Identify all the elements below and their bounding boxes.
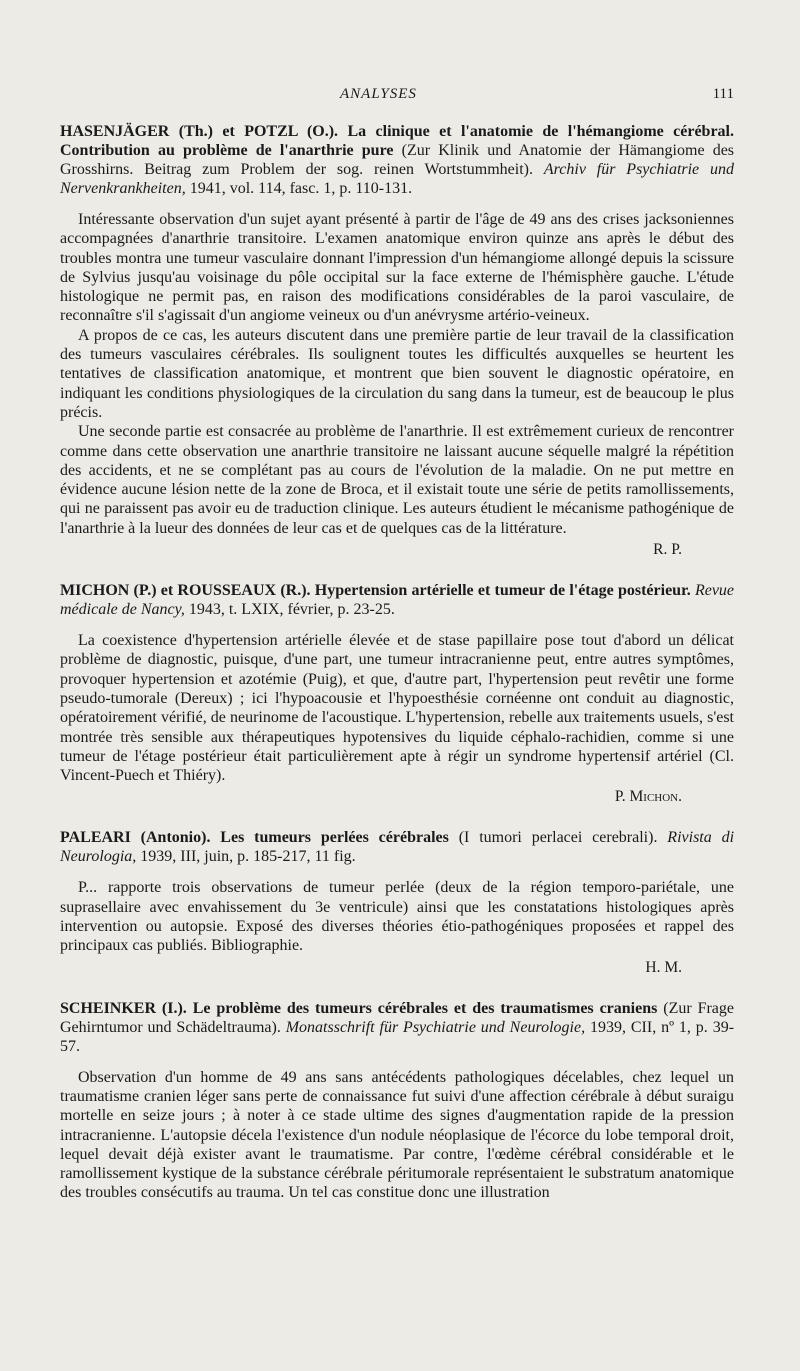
entry-reference: 1941, vol. 114, fasc. 1, p. 110-131. <box>189 180 413 197</box>
review-entry <box>60 122 734 559</box>
entry-authors: SCHEINKER (I.). <box>60 999 187 1017</box>
entry-authors: MICHON (P.) et ROUSSEAUX (R.). <box>60 582 311 600</box>
entry-title: Les tumeurs perlées cérébrales <box>220 829 449 847</box>
review-entry <box>60 581 734 806</box>
entry-title: Hypertension artérielle et tumeur de l'étage postérieur. <box>314 582 691 600</box>
paragraph: La coexistence d'hypertension artérielle élevée et de stase papillaire pose tout d'abord un délicat problème de diagnostic, puisque, d'une part, une tumeur intracranienne peut, entre autres symptômes, provoquer hypertension et azotémie (Puig), et que, d'autre part, l'hypertension peut revêtir une forme pseudo-tumorale (Dereux) ; ici l'hypoacousie et l'hypoesthésie cornéenne ont conduit au diagnostic, opératoirement vérifié, de neurinome de l'acoustique. L'hypertension, rebelle aux traitements usuels, s'est montrée très sensible aux thérapeutiques hypotensives du liquide céphalo-rachidien, comme si une tumeur de l'étage postérieur était particulièrement apte à régir un syndrome hypertensif artériel (Cl. Vincent-Puech et Thiéry). <box>60 632 734 785</box>
entry-reference: 1939, CII, nº 1, p. 39-57. <box>60 1018 735 1055</box>
entry-subtitle: (Zur Frage Gehirntumor und Schädeltrauma). <box>60 999 735 1036</box>
entry-citation <box>60 828 734 866</box>
entry-signature: H. M. <box>645 958 682 976</box>
entry-body <box>60 631 734 785</box>
paragraph: P... rapporte trois observations de tumeur perlée (deux de la région temporo-pariétale, une suprasellaire avec envahissement du 3e ventricule) ainsi que les constatations histologiques après intervention ou autopsie. Exposé des diverses théories étio-pathogéniques proposées et rappel des principaux cas publiés. Bibliographie. <box>60 879 734 955</box>
entry-signature: R. P. <box>653 541 682 559</box>
entry-title: Le problème des tumeurs cérébrales et des traumatismes craniens <box>192 999 658 1017</box>
entry-body <box>60 878 734 955</box>
entry-citation <box>60 999 734 1056</box>
entry-signature: P. Michon. <box>614 788 682 806</box>
paragraph: A propos de ce cas, les auteurs discutent dans une première partie de leur travail de la classification des tumeurs vasculaires cérébrales. Ils soulignent toutes les difficultés auxquelles se heurtent les tentatives de classification anatomique, et montrent que bien souvent le diagnostic opératoire, en indiquant les conditions physiologiques de la circulation du sang dans la tumeur, est de beaucoup le plus précis. <box>60 326 734 421</box>
entry-authors: PALEARI (Antonio). <box>60 829 211 847</box>
entry-authors: HASENJÄGER (Th.) et POTZL (O.). <box>60 123 339 140</box>
paragraph: Une seconde partie est consacrée au problème de l'anarthrie. Il est extrêmement curieux de rencontrer comme dans cette observation une anarthrie transitoire ne laissant aucune séquelle malgré la répétition des accidents, et ne se complétant pas au cours de l'évolution de la maladie. On ne put mettre en évidence aucune lésion nette de la zone de Broca, et il existait toute une série de petits ramollissements, qui ne paraissent pas avoir eu de traduction clinique. Les auteurs étudient le mécanisme pathogénique de l'anarthrie à la lueur des données de leur cas et de quelques cas de la littérature. <box>60 423 734 537</box>
entry-body <box>60 210 734 538</box>
entry-journal: Monatsschrift für Psychiatrie und Neurologie, <box>285 1018 586 1036</box>
entry-title: La clinique et l'anatomie de l'hémangiome cérébral. Contribution au problème de l'anarthrie pure <box>60 123 735 159</box>
paragraph: Intéressante observation d'un sujet ayant présenté à partir de l'âge de 49 ans des crises jacksoniennes accompagnées d'anarthrie transitoire. L'examen anatomique environ quinze ans après le début des troubles montra une tumeur vasculaire donnant l'impression d'un hémangiome allongé depuis la scissure de Sylvius jusqu'au voisinage du pôle occipital sur la face externe de l'hémisphère gauche. L'étude histologique ne permit pas, en raison des modifications considérables de la paroi vasculaire, de reconnaître s'il s'agissait d'un angiome veineux ou d'un anévrysme artério-veineux. <box>60 211 734 325</box>
page-number: 111 <box>712 86 734 102</box>
entry-body <box>60 1068 734 1203</box>
review-entry <box>60 999 734 1203</box>
entry-journal: Archiv für Psychiatrie und Nervenkrankheiten, <box>60 161 735 197</box>
entry-citation <box>60 581 734 619</box>
running-head <box>60 86 734 112</box>
review-entry <box>60 828 734 976</box>
entry-citation <box>60 122 734 198</box>
entry-reference: 1943, t. LXIX, février, p. 23-25. <box>188 601 395 619</box>
running-title: ANALYSES <box>340 86 417 102</box>
entry-journal: Rivista di Neurologia, <box>60 829 735 866</box>
entry-journal: Revue médicale de Nancy, <box>60 582 735 619</box>
entry-subtitle: (I tumori perlacei cerebrali). <box>458 829 658 847</box>
entry-subtitle: (Zur Klinik und Anatomie der Hämangiome des Grosshirns. Beitrag zum Problem der sog. reinen Wortstummheit). <box>60 142 735 178</box>
entry-reference: 1939, III, juin, p. 185-217, 11 fig. <box>140 848 356 866</box>
paragraph: Observation d'un homme de 49 ans sans antécédents pathologiques décelables, chez lequel un traumatisme cranien léger sans perte de connaissance fut suivi d'une affection cérébrale à début suraigu mortelle en seize jours ; à noter à ce stade ultime des signes d'augmentation rapide de la pression intracranienne. L'autopsie décela l'existence d'un nodule néoplasique de l'écorce du lobe temporal droit, lequel devait déjà exister avant le traumatisme. Par contre, l'œdème cérébral considérable et le ramollissement kystique de la substance cérébrale péritumorale représentaient le substratum anatomique des troubles consécutifs au trauma. Un tel cas constitue donc une illustration <box>60 1068 734 1202</box>
